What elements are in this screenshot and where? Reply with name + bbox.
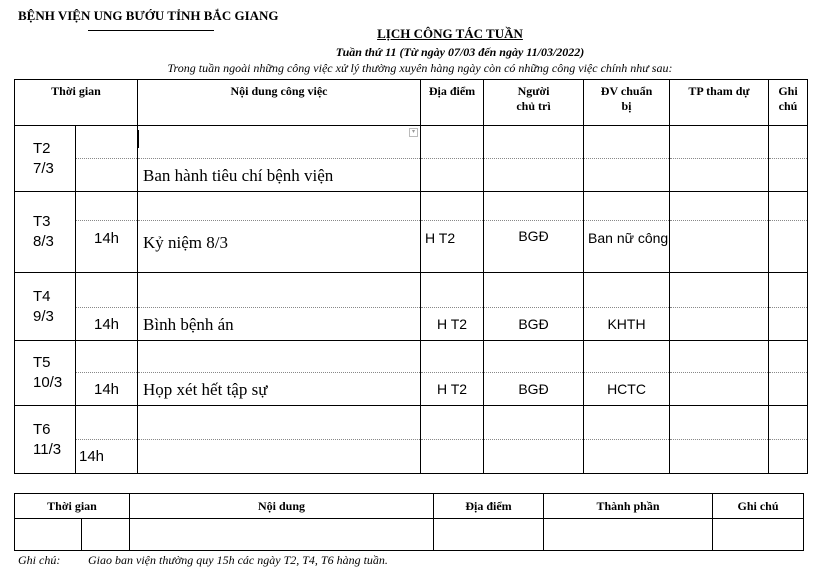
day-label: T2 bbox=[33, 139, 51, 157]
host-cell[interactable] bbox=[484, 406, 584, 440]
host-cell[interactable]: BGĐ bbox=[484, 308, 584, 341]
location-cell[interactable] bbox=[421, 192, 484, 221]
host-cell[interactable]: BGĐ bbox=[484, 221, 584, 273]
content-cell[interactable]: Họp xét hết tập sự bbox=[138, 373, 421, 406]
text-caret bbox=[138, 130, 139, 148]
footer-header-time: Thời gian bbox=[15, 494, 130, 519]
hour-cell[interactable]: 14h bbox=[76, 308, 138, 341]
page-title: LỊCH CÔNG TÁC TUẦN bbox=[377, 26, 523, 41]
day-cell bbox=[15, 406, 76, 474]
content-cell[interactable]: Kỷ niệm 8/3 bbox=[138, 221, 421, 273]
notes-cell[interactable] bbox=[769, 126, 808, 159]
notes-cell[interactable] bbox=[769, 406, 808, 440]
hour-cell[interactable] bbox=[76, 273, 138, 308]
hour-cell[interactable]: 14h bbox=[76, 221, 138, 273]
content-cell[interactable] bbox=[138, 440, 421, 474]
table-row bbox=[15, 406, 808, 440]
participants-cell[interactable] bbox=[670, 221, 769, 273]
intro-text: Trong tuần ngoài những công việc xử lý thường xuyên hàng ngày còn có những công việc chính như sau: bbox=[167, 61, 673, 75]
footer-header-notes: Ghi chú bbox=[713, 494, 804, 519]
footnote-label: Ghi chú: bbox=[18, 553, 61, 567]
table-row bbox=[15, 273, 808, 308]
day-label: T6 bbox=[33, 420, 51, 438]
day-label: T3 bbox=[33, 213, 51, 230]
day-cell bbox=[15, 126, 76, 192]
prep-cell[interactable] bbox=[584, 192, 670, 221]
day-cell bbox=[15, 192, 76, 273]
participants-cell[interactable] bbox=[670, 159, 769, 192]
participants-cell[interactable] bbox=[670, 192, 769, 221]
date-label: 11/3 bbox=[33, 440, 62, 458]
table-row bbox=[15, 221, 808, 273]
participants-cell[interactable] bbox=[670, 440, 769, 474]
hour-cell[interactable] bbox=[76, 192, 138, 221]
prep-cell[interactable] bbox=[584, 341, 670, 373]
hospital-name: BỆNH VIỆN UNG BƯỚU TỈNH BẮC GIANG bbox=[18, 8, 279, 23]
col-header-location: Địa điểm bbox=[421, 80, 484, 126]
footnote-text: Giao ban viện thường quy 15h các ngày T2, T4, T6 hàng tuần. bbox=[88, 553, 388, 567]
host-cell[interactable] bbox=[484, 273, 584, 308]
footer-header-location: Địa điểm bbox=[434, 494, 544, 519]
prep-cell[interactable] bbox=[584, 273, 670, 308]
footer-content-cell[interactable] bbox=[130, 519, 434, 551]
location-cell[interactable]: H T2 bbox=[421, 373, 484, 406]
table-row bbox=[15, 519, 804, 551]
location-cell[interactable] bbox=[421, 341, 484, 373]
participants-cell[interactable] bbox=[670, 126, 769, 159]
col-header-time: Thời gian bbox=[15, 80, 138, 126]
host-cell[interactable] bbox=[484, 126, 584, 159]
content-cell[interactable] bbox=[138, 192, 421, 221]
table-row bbox=[15, 159, 808, 192]
date-label: 10/3 bbox=[33, 374, 63, 391]
table-row bbox=[15, 341, 808, 373]
location-cell[interactable]: H T2 bbox=[421, 308, 484, 341]
hour-cell[interactable]: 14h bbox=[76, 440, 138, 474]
host-header-label: Người chủ trì bbox=[516, 84, 551, 113]
col-header-content: Nội dung công việc bbox=[138, 80, 421, 126]
hour-cell[interactable] bbox=[76, 341, 138, 373]
footer-header-members: Thành phần bbox=[544, 494, 713, 519]
host-cell[interactable] bbox=[484, 341, 584, 373]
location-cell[interactable] bbox=[421, 159, 484, 192]
host-cell[interactable] bbox=[484, 159, 584, 192]
col-header-participants: TP tham dự bbox=[670, 80, 769, 126]
participants-cell[interactable] bbox=[670, 373, 769, 406]
host-cell[interactable]: BGĐ bbox=[484, 373, 584, 406]
content-cell[interactable] bbox=[138, 406, 421, 440]
content-cell[interactable] bbox=[138, 273, 421, 308]
prep-cell[interactable] bbox=[584, 159, 670, 192]
day-label: T4 bbox=[33, 287, 51, 305]
footer-hour-cell[interactable] bbox=[82, 519, 130, 551]
footer-notes-cell[interactable] bbox=[713, 519, 804, 551]
notes-cell[interactable] bbox=[769, 221, 808, 273]
participants-cell[interactable] bbox=[670, 273, 769, 308]
table-row bbox=[15, 126, 808, 159]
col-header-host bbox=[484, 80, 584, 126]
notes-cell[interactable] bbox=[769, 308, 808, 341]
location-cell[interactable] bbox=[421, 273, 484, 308]
prep-cell[interactable]: KHTH bbox=[584, 308, 670, 341]
table-row bbox=[15, 440, 808, 474]
week-range: Tuần thứ 11 (Từ ngày 07/03 đến ngày 11/03/2022) bbox=[335, 45, 585, 59]
notes-cell[interactable] bbox=[769, 192, 808, 221]
notes-cell[interactable] bbox=[769, 440, 808, 474]
table-row bbox=[15, 373, 808, 406]
date-label: 9/3 bbox=[33, 307, 54, 325]
prep-cell[interactable] bbox=[584, 440, 670, 474]
footnote bbox=[18, 553, 388, 568]
notes-cell[interactable] bbox=[769, 159, 808, 192]
col-header-notes bbox=[769, 80, 808, 126]
content-cell[interactable]: Bình bệnh án bbox=[138, 308, 421, 341]
footer-location-cell[interactable] bbox=[434, 519, 544, 551]
content-cell[interactable]: Ban hành tiêu chí bệnh viện bbox=[138, 159, 421, 192]
location-cell[interactable]: H T2 bbox=[421, 221, 484, 273]
prep-header-label: ĐV chuẩn bị bbox=[600, 84, 653, 113]
location-cell[interactable] bbox=[421, 440, 484, 474]
participants-cell[interactable] bbox=[670, 308, 769, 341]
extra-schedule-table bbox=[14, 493, 804, 551]
notes-cell[interactable] bbox=[769, 373, 808, 406]
host-cell[interactable] bbox=[484, 192, 584, 221]
participants-cell[interactable] bbox=[670, 341, 769, 373]
hour-cell[interactable] bbox=[76, 406, 138, 440]
col-header-prep bbox=[584, 80, 670, 126]
hospital-underline bbox=[88, 30, 214, 31]
day-label: T5 bbox=[33, 354, 51, 371]
footer-time-cell[interactable] bbox=[15, 519, 82, 551]
weekly-schedule-table bbox=[14, 79, 808, 474]
table-row bbox=[15, 192, 808, 221]
day-cell bbox=[15, 273, 76, 341]
day-cell bbox=[15, 341, 76, 406]
prep-cell[interactable]: Ban nữ công bbox=[584, 221, 670, 273]
notes-header-label: Ghi chú bbox=[778, 84, 798, 113]
prep-cell[interactable]: HCTC bbox=[584, 373, 670, 406]
content-cell[interactable] bbox=[138, 341, 421, 373]
prep-cell[interactable] bbox=[584, 406, 670, 440]
footer-header-content: Nội dung bbox=[130, 494, 434, 519]
host-cell[interactable] bbox=[484, 440, 584, 474]
prep-cell[interactable] bbox=[584, 126, 670, 159]
date-label: 7/3 bbox=[33, 159, 54, 177]
hour-cell[interactable] bbox=[76, 159, 138, 192]
footer-members-cell[interactable] bbox=[544, 519, 713, 551]
notes-cell[interactable] bbox=[769, 341, 808, 373]
hour-cell[interactable]: 14h bbox=[76, 373, 138, 406]
participants-cell[interactable] bbox=[670, 406, 769, 440]
content-edit-cell[interactable] bbox=[138, 126, 421, 159]
table-row bbox=[15, 308, 808, 341]
hour-cell[interactable] bbox=[76, 126, 138, 159]
dropdown-marker-icon[interactable]: ▾ bbox=[409, 128, 418, 137]
date-label: 8/3 bbox=[33, 233, 54, 250]
notes-cell[interactable] bbox=[769, 273, 808, 308]
location-cell[interactable] bbox=[421, 406, 484, 440]
location-cell[interactable] bbox=[421, 126, 484, 159]
